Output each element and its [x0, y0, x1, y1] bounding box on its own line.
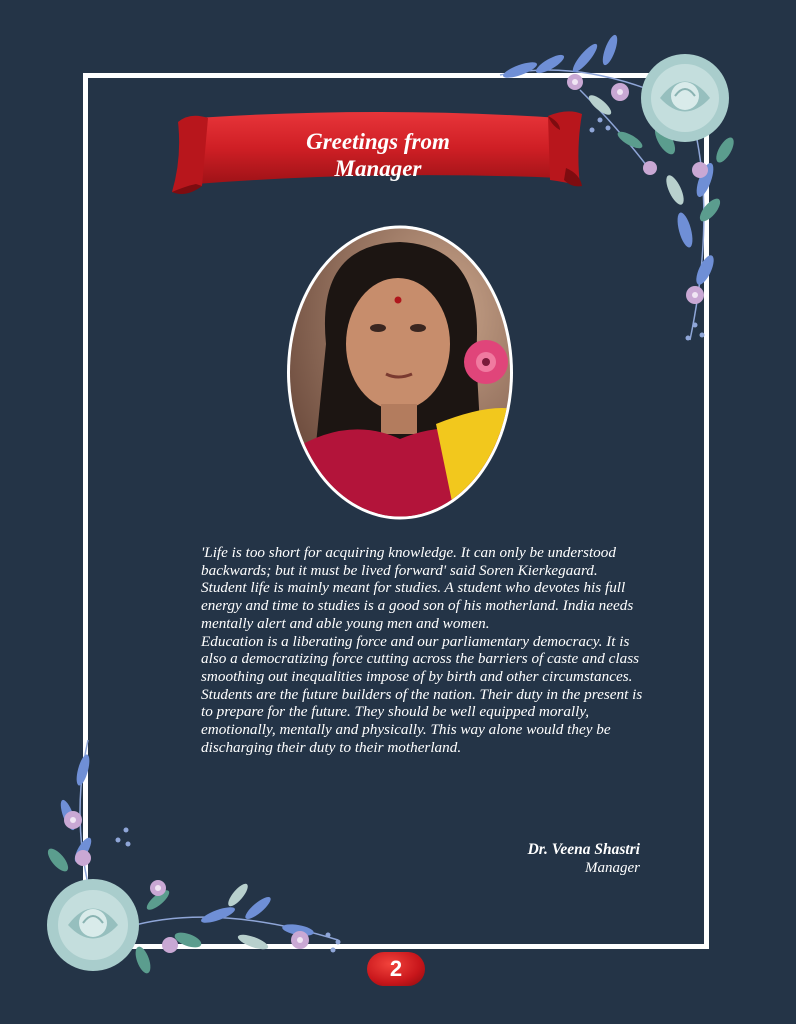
floral-corner-bottom-left-icon: [28, 730, 368, 1000]
message-paragraph-1: 'Life is too short for acquiring knowledge. It can only be understood backwards; but it must be lived forward' said Soren Kierkegaard.: [201, 544, 616, 579]
message-paragraph-4: Students are the future builders of the nation. Their duty in the present is to prepare for the future. They should be well equipped morally, emotionally, mentally and physically. This way alone would they be discharging their duty to their motherland.: [201, 685, 643, 756]
page-title: [168, 128, 588, 182]
page-title-line-2: Manager: [334, 156, 422, 181]
title-banner: [168, 108, 588, 200]
message-body: [201, 544, 651, 756]
message-paragraph-3: Education is a liberating force and our parliamentary democracy. It is also a democratizing force cutting across the barriers of caste and class smoothing out inequalities impose of by birth and other circumstances.: [201, 632, 640, 685]
manager-portrait: [286, 224, 514, 521]
page-title-line-1: Greetings from: [306, 129, 450, 154]
page-number-badge: 2: [367, 952, 425, 986]
signature-role: Manager: [585, 860, 640, 876]
message-paragraph-2: Student life is mainly meant for studies. A student who devotes his full energy and time to studies is a good son of his motherland. India needs mentally alert and able young men and women.: [201, 579, 634, 632]
signature-block: [528, 841, 640, 877]
signature-name: Dr. Veena Shastri: [527, 841, 640, 858]
